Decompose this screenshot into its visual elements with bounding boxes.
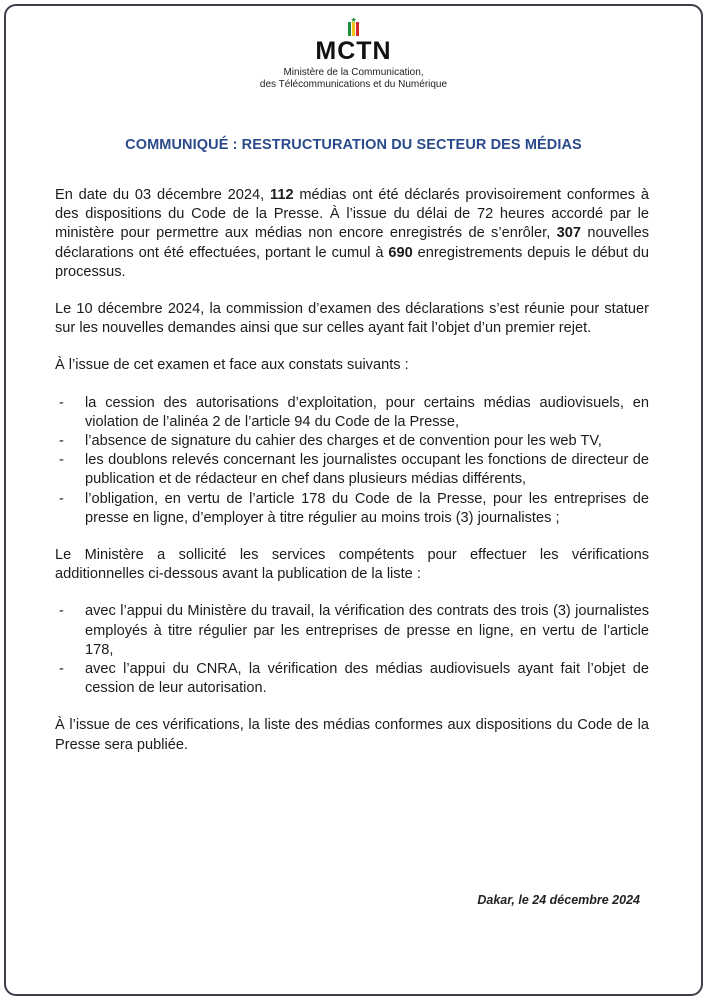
- list-item: - avec l’appui du CNRA, la vérification des médias audiovisuels ayant fait l’objet de cession de leur autorisation.: [59, 661, 649, 697]
- place-date-signature: Dakar, le 24 décembre 2024: [477, 893, 640, 907]
- ministry-name-line1: Ministère de la Communication,: [283, 67, 424, 78]
- paragraph-registrations: En date du 03 décembre 2024, 112 médias ont été déclarés provisoirement conformes à des dispositions du Code de la Presse. À l’issue du délai de 72 heures accordé par le ministère pour permettre aux médias non encore enregistrés de s’enrôler, 307 nouvelles déclarations ont été effectuées, portant le cumul à 690 enregistrements depuis le début du processus.: [55, 187, 650, 280]
- count-compliant: 112: [270, 187, 294, 203]
- list-item: - les doublons relevés concernant les journalistes occupant les fonctions de directeur de publication et de rédacteur en chef dans plusieurs médias différents,: [59, 452, 649, 488]
- ministry-name-line2: des Télécommunications et du Numérique: [259, 79, 448, 90]
- communique-title: COMMUNIQUÉ : RESTRUCTURATION DU SECTEUR DES MÉDIAS: [125, 137, 582, 153]
- list-item: - avec l’appui du Ministère du travail, la vérification des contrats des trois (3) journalistes employés à titre régulier par les entreprises de presse en ligne, en vertu de l’article 178,: [59, 603, 649, 658]
- list-item: - la cession des autorisations d’exploitation, pour certains médias audiovisuels, en violation de l’alinéa 2 de l’article 94 du Code de la Presse,: [59, 394, 649, 430]
- letterhead: [0, 17, 707, 91]
- paragraph-verifications-intro: Le Ministère a sollicité les services compétents pour effectuer les vérifications additionnelles ci-dessous avant la publication de la liste :: [55, 547, 649, 583]
- paragraph-commission: Le 10 décembre 2024, la commission d’examen des déclarations s’est réunie pour statuer sur les nouvelles demandes ainsi que sur celles ayant fait l’objet d’un premier rejet.: [55, 301, 649, 337]
- list-item: - l’obligation, en vertu de l’article 178 du Code de la Presse, pour les entreprises de presse en ligne, d’employer à titre régulier au moins trois (3) journalistes ;: [59, 490, 649, 526]
- count-total: 690: [388, 244, 413, 261]
- communique-body: [55, 186, 649, 773]
- paragraph-findings-intro: À l’issue de cet examen et face aux constats suivants :: [55, 357, 409, 374]
- ministry-logo: MCTN: [315, 37, 392, 65]
- list-item: - l’absence de signature du cahier des charges et de convention pour les web TV,: [59, 433, 602, 450]
- verifications-list: [55, 602, 649, 698]
- paragraph-conclusion: À l’issue de ces vérifications, la liste des médias conformes aux dispositions du Code de la Presse sera publiée.: [55, 717, 649, 753]
- senegal-flag-icon: ★: [337, 20, 371, 38]
- count-new-declarations: 307: [556, 225, 581, 242]
- findings-list: [55, 394, 649, 528]
